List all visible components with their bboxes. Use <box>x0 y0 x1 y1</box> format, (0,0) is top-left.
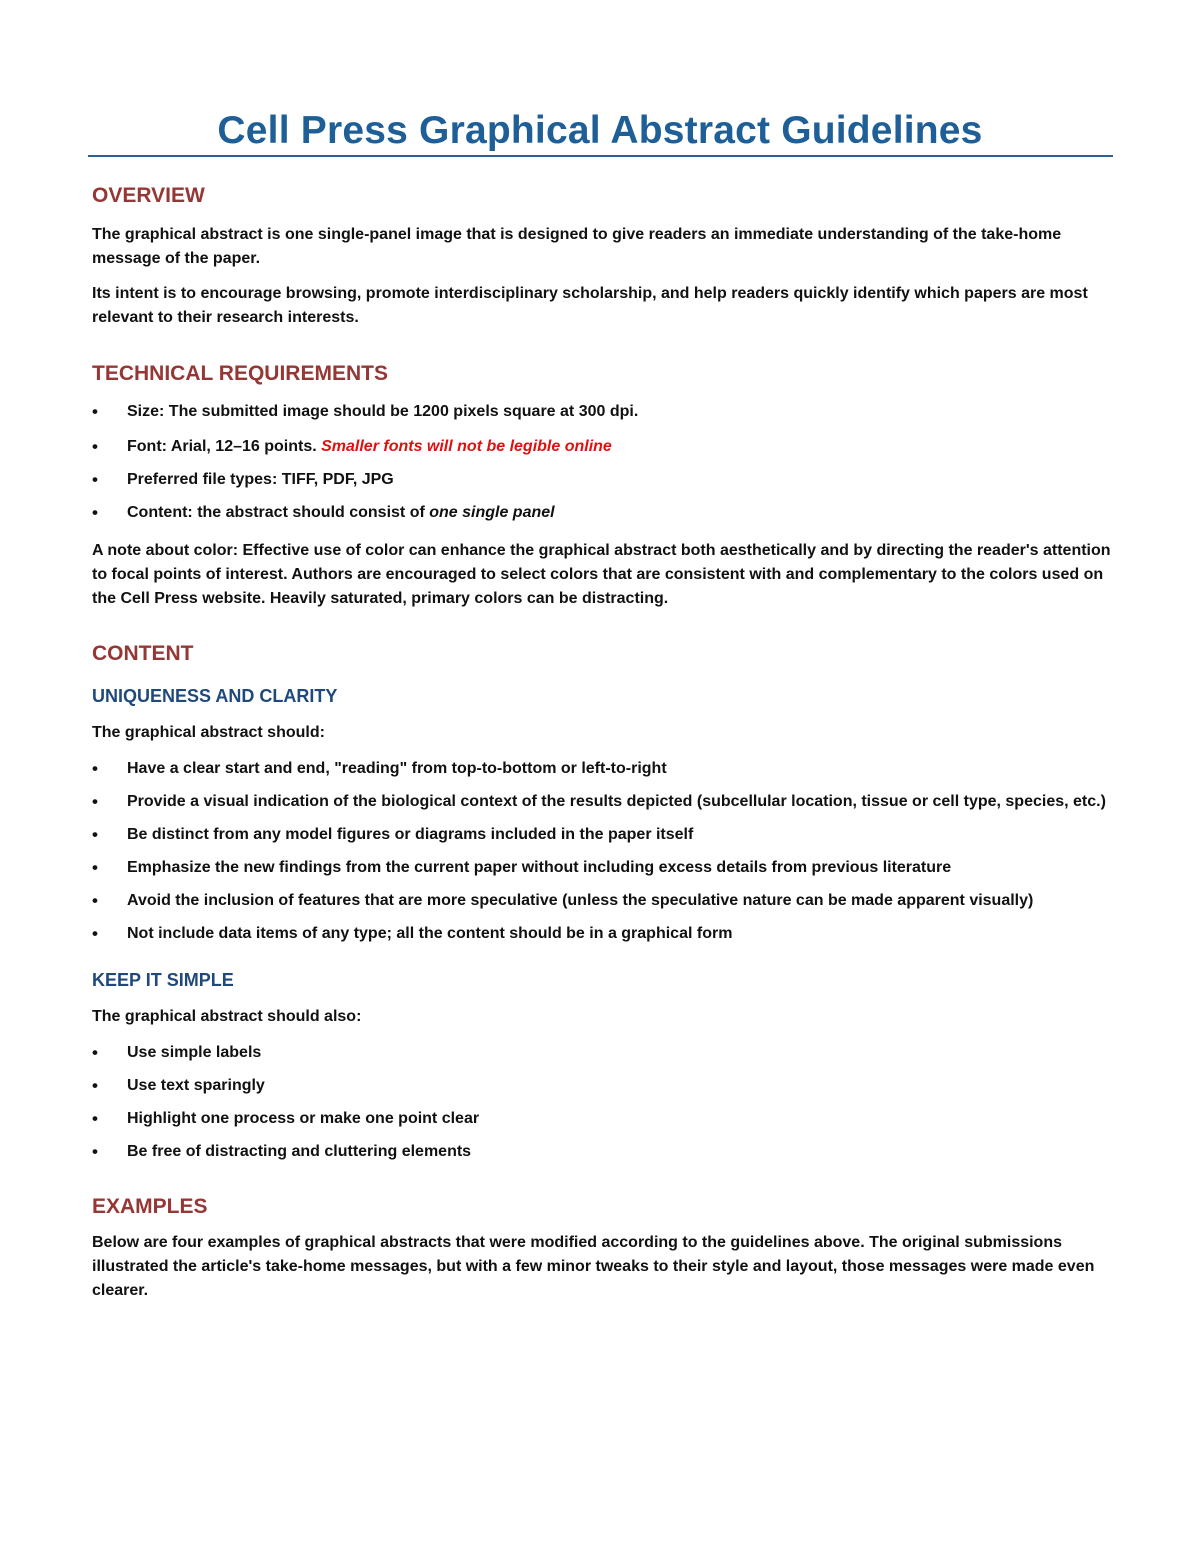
list-item-text: Have a clear start and end, "reading" from top-to-bottom or left-to-right <box>127 760 667 777</box>
technical-item-size <box>92 400 1112 424</box>
technical-item-text: Size: The submitted image should be 1200 pixels square at 300 dpi. <box>127 403 639 420</box>
keep-simple-intro: The graphical abstract should also: <box>92 1008 362 1025</box>
single-panel-emphasis: one single panel <box>429 504 555 521</box>
uniqueness-intro: The graphical abstract should: <box>92 724 325 741</box>
font-warning: Smaller fonts will not be legible online <box>321 438 612 455</box>
bullet-icon: • <box>92 437 98 456</box>
list-item <box>92 790 1112 814</box>
bullet-icon: • <box>92 924 98 943</box>
list-item-text: Be distinct from any model figures or diagrams included in the paper itself <box>127 826 694 843</box>
page-title: Cell Press Graphical Abstract Guidelines <box>217 109 983 152</box>
bullet-icon: • <box>92 891 98 910</box>
overview-paragraph-1: The graphical abstract is one single-panel image that is designed to give readers an immediate understanding of the take-home message of the paper. <box>92 226 1062 267</box>
uniqueness-list <box>92 757 1112 946</box>
list-item <box>92 1074 1112 1098</box>
technical-list <box>92 400 1112 525</box>
examples-section <box>92 1193 1112 1303</box>
list-item <box>92 823 1112 847</box>
list-item <box>92 889 1112 913</box>
bullet-icon: • <box>92 1076 98 1095</box>
overview-paragraph-2: Its intent is to encourage browsing, promote interdisciplinary scholarship, and help readers quickly identify which papers are most relevant to their research interests. <box>92 285 1088 326</box>
bullet-icon: • <box>92 402 98 421</box>
technical-item-text: Font: Arial, 12–16 points. <box>127 438 322 455</box>
uniqueness-heading: UNIQUENESS AND CLARITY <box>92 686 338 706</box>
list-item-text: Emphasize the new findings from the current paper without including excess details from previous literature <box>127 859 952 876</box>
list-item <box>92 856 1112 880</box>
bullet-icon: • <box>92 858 98 877</box>
list-item <box>92 1041 1112 1065</box>
examples-heading: EXAMPLES <box>92 1195 208 1218</box>
bullet-icon: • <box>92 1142 98 1161</box>
bullet-icon: • <box>92 759 98 778</box>
content-heading: CONTENT <box>92 642 194 665</box>
bullet-icon: • <box>92 503 98 522</box>
content-section <box>92 640 1112 1164</box>
examples-paragraph: Below are four examples of graphical abstracts that were modified according to the guidelines above. The original submissions illustrated the article's take-home messages, but with a few minor tweaks to their style and layout, those messages were made even clearer. <box>92 1234 1095 1299</box>
technical-item-text: Content: the abstract should consist of <box>127 504 430 521</box>
list-item-text: Avoid the inclusion of features that are more speculative (unless the speculative nature can be made apparent visually) <box>127 892 1034 909</box>
list-item-text: Use simple labels <box>127 1044 262 1061</box>
technical-item-text: Preferred file types: TIFF, PDF, JPG <box>127 471 394 488</box>
technical-item-content <box>92 501 1112 525</box>
list-item <box>92 1107 1112 1131</box>
list-item-text: Highlight one process or make one point clear <box>127 1110 480 1127</box>
list-item-text: Provide a visual indication of the biological context of the results depicted (subcellular location, tissue or cell type, species, etc.) <box>127 793 1106 810</box>
list-item <box>92 1140 1112 1164</box>
technical-item-font <box>92 435 1112 459</box>
keep-simple-list <box>92 1041 1112 1164</box>
title-rule <box>88 155 1113 157</box>
bullet-icon: • <box>92 1109 98 1128</box>
bullet-icon: • <box>92 470 98 489</box>
overview-heading: OVERVIEW <box>92 184 205 207</box>
technical-section <box>92 360 1112 611</box>
list-item <box>92 757 1112 781</box>
list-item <box>92 922 1112 946</box>
bullet-icon: • <box>92 1043 98 1062</box>
technical-item-file-types <box>92 468 1112 492</box>
overview-section <box>92 182 1112 330</box>
list-item-text: Not include data items of any type; all the content should be in a graphical form <box>127 925 733 942</box>
list-item-text: Be free of distracting and cluttering elements <box>127 1143 472 1160</box>
bullet-icon: • <box>92 825 98 844</box>
technical-heading: TECHNICAL REQUIREMENTS <box>92 362 388 385</box>
color-note: A note about color: Effective use of color can enhance the graphical abstract both aesthetically and by directing the reader's attention to focal points of interest. Authors are encouraged to select colors that are consistent with and complementary to the colors used on the Cell Press website. Heavily saturated, primary colors can be distracting. <box>92 542 1111 607</box>
document-body <box>92 182 1112 1303</box>
keep-simple-heading: KEEP IT SIMPLE <box>92 970 234 990</box>
list-item-text: Use text sparingly <box>127 1077 265 1094</box>
bullet-icon: • <box>92 792 98 811</box>
